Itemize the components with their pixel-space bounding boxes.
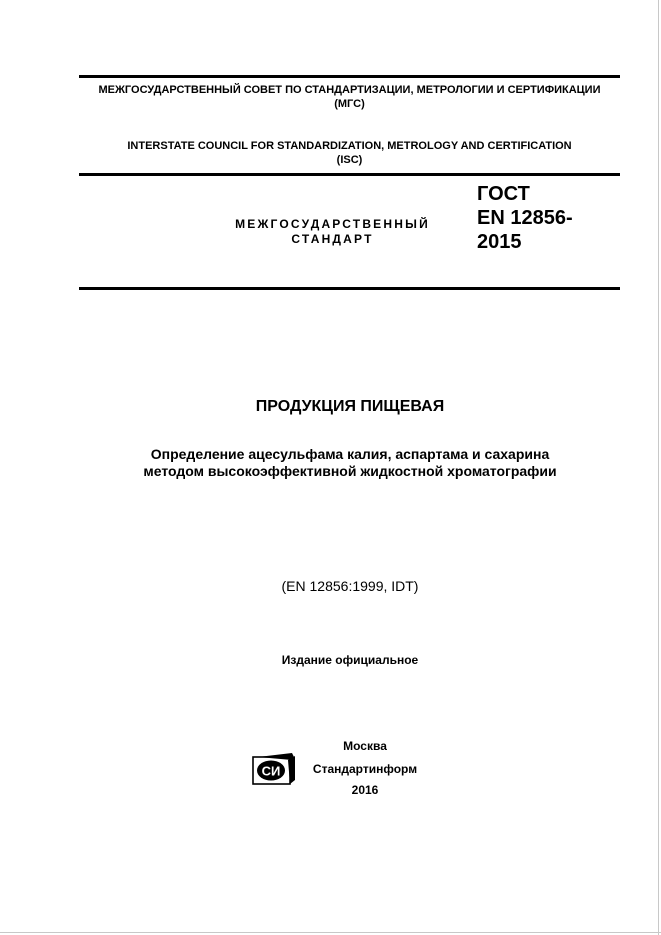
logo-text: СИ [261,763,281,779]
standard-rule [79,287,620,290]
document-subtitle [0,446,661,480]
header-rule [79,173,620,176]
top-rule [79,75,620,78]
subtitle-line1: Определение ацесульфама калия, аспартама и сахарина [150,446,550,462]
imprint-publisher: Стандартинформ [312,762,418,776]
standartinform-logo-icon [252,752,296,786]
council-en [79,139,620,167]
council-ru-line1: МЕЖГОСУДАРСТВЕННЫЙ СОВЕТ ПО СТАНДАРТИЗАЦИИ, МЕТРОЛОГИИ И СЕРТИФИКАЦИИ [98,84,601,96]
gost-code [477,182,637,254]
council-ru [79,83,620,111]
standard-reference: (EN 12856:1999, IDT) [281,578,419,594]
standard-label-line1: МЕЖГОСУДАРСТВЕННЫЙ [235,217,430,231]
standard-label [190,217,475,247]
council-en-line1: INTERSTATE COUNCIL FOR STANDARDIZATION, METROLOGY AND CERTIFICATION [127,140,572,152]
imprint-year: 2016 [351,783,379,797]
page-frame-bottom [0,932,661,933]
gost-code-line1: ГОСТ [477,183,530,205]
gost-code-line3: 2015 [477,231,522,253]
edition-note: Издание официальное [281,653,419,667]
standard-label-line2: СТАНДАРТ [291,232,374,246]
document-title: ПРОДУКЦИЯ ПИЩЕВАЯ [255,398,445,415]
gost-code-line2: EN 12856- [477,207,573,229]
imprint-city: Москва [343,739,387,753]
council-ru-line2: (МГС) [334,98,365,110]
subtitle-line2: методом высокоэффективной жидкостной хроматографии [143,463,557,479]
council-en-line2: (ISC) [336,154,363,166]
